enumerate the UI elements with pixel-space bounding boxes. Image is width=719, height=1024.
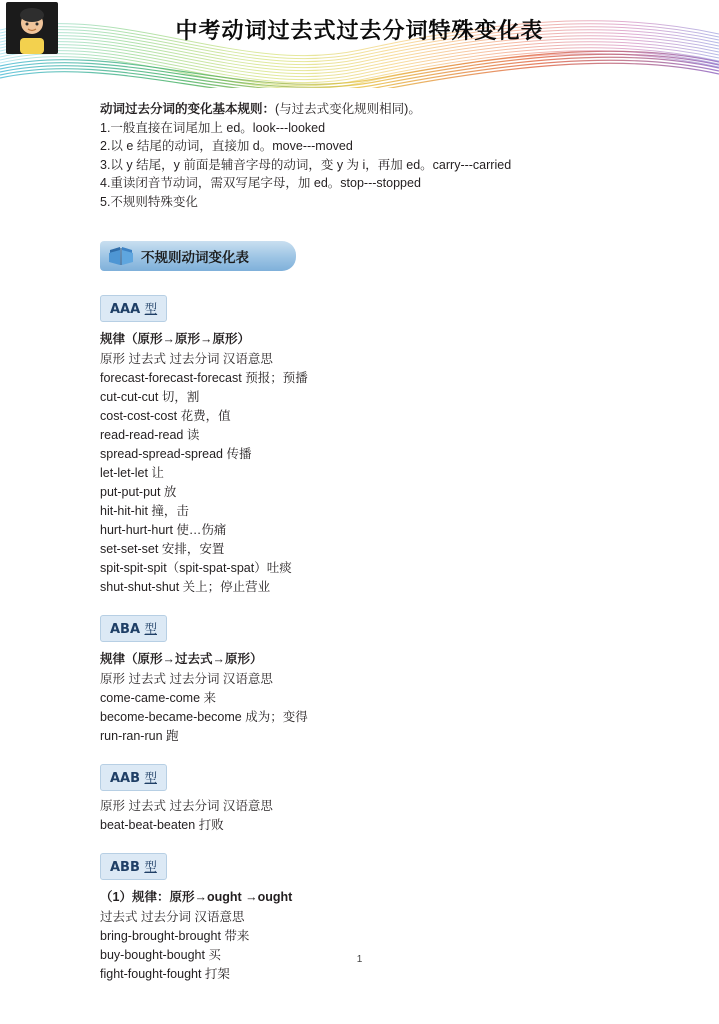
verb-entry: forecast-forecast-forecast 预报；预播 — [100, 371, 308, 385]
verb-entry: spread-spread-spread 传播 — [100, 447, 252, 461]
verb-entry: read-read-read 读 — [100, 428, 200, 442]
group-code: AAB — [110, 771, 141, 786]
verb-entry: buy-bought-bought 买 — [100, 948, 221, 962]
verb-entry: beat-beat-beaten 打败 — [100, 818, 224, 832]
intro-heading-bold: 动词过去分词的变化基本规则： — [100, 102, 276, 116]
verb-entry: set-set-set 安排，安置 — [100, 542, 225, 556]
intro-line: 4.重读闭音节动词，需双写尾字母，加 ed。stop---stopped — [100, 176, 421, 190]
verb-entry: cut-cut-cut 切，割 — [100, 390, 200, 404]
page-header-banner — [0, 0, 719, 88]
intro-heading — [100, 100, 620, 119]
group-suffix: 型 — [144, 860, 157, 874]
group-code: ABB — [110, 860, 140, 875]
group-rule: （1）规律：原形→ought →ought — [100, 890, 293, 904]
verb-entry: hurt-hurt-hurt 使…伤痛 — [100, 523, 227, 537]
group-type-chip — [100, 295, 167, 322]
verb-entry: shut-shut-shut 关上；停止营业 — [100, 580, 271, 594]
group-columns: 过去式 过去分词 汉语意思 — [100, 910, 245, 924]
group-rule: 规律（原形→过去式→原形） — [100, 652, 263, 666]
intro-line: 5.不规则特殊变化 — [100, 194, 198, 209]
verb-group — [100, 605, 620, 746]
group-suffix: 型 — [144, 302, 158, 316]
verb-entry: hit-hit-hit 撞，击 — [100, 504, 189, 518]
verb-entry: spit-spit-spit（spit-spat-spat）吐痰 — [100, 561, 292, 575]
page-number: 1 — [356, 954, 363, 965]
verb-entry: bring-brought-brought 带来 — [100, 929, 250, 943]
group-rule: 规律（原形→原形→原形） — [100, 332, 251, 346]
book-icon — [108, 245, 134, 267]
intro-line: 3.以 y 结尾，y 前面是辅音字母的动词，变 y 为 i，再加 ed。carry---carried — [100, 157, 512, 172]
group-columns: 原形 过去式 过去分词 汉语意思 — [100, 799, 273, 813]
intro-line: 1.一般直接在词尾加上 ed。look---looked — [100, 120, 326, 135]
group-type-chip — [100, 615, 167, 642]
verb-entry: come-came-come 来 — [100, 691, 216, 705]
verb-entry: run-ran-run 跑 — [100, 729, 179, 743]
verb-entry: cost-cost-cost 花费，值 — [100, 409, 231, 423]
page-title: 中考动词过去式过去分词特殊变化表 — [175, 19, 544, 44]
group-code: AAA — [110, 302, 141, 317]
verb-entry: fight-fought-fought 打架 — [100, 967, 230, 981]
verb-entry: let-let-let 让 — [100, 466, 164, 480]
intro-heading-rest: (与过去式变化规则相同)。 — [275, 102, 421, 116]
verb-entry: become-became-become 成为；变得 — [100, 710, 308, 724]
group-type-chip — [100, 853, 167, 880]
group-columns: 原形 过去式 过去分词 汉语意思 — [100, 352, 273, 366]
group-columns: 原形 过去式 过去分词 汉语意思 — [100, 672, 273, 686]
verb-group — [100, 754, 620, 835]
group-type-chip — [100, 764, 167, 791]
group-suffix: 型 — [144, 622, 157, 636]
verb-group — [100, 285, 620, 597]
intro-line: 2.以 e 结尾的动词，直接加 d。move---moved — [100, 139, 353, 153]
group-suffix: 型 — [144, 771, 157, 785]
intro-block — [100, 100, 620, 211]
document-body — [100, 100, 620, 992]
section-title: 不规则动词变化表 — [141, 250, 249, 266]
verb-entry: put-put-put 放 — [100, 485, 177, 499]
section-ribbon — [100, 241, 263, 271]
group-code: ABA — [110, 622, 141, 637]
